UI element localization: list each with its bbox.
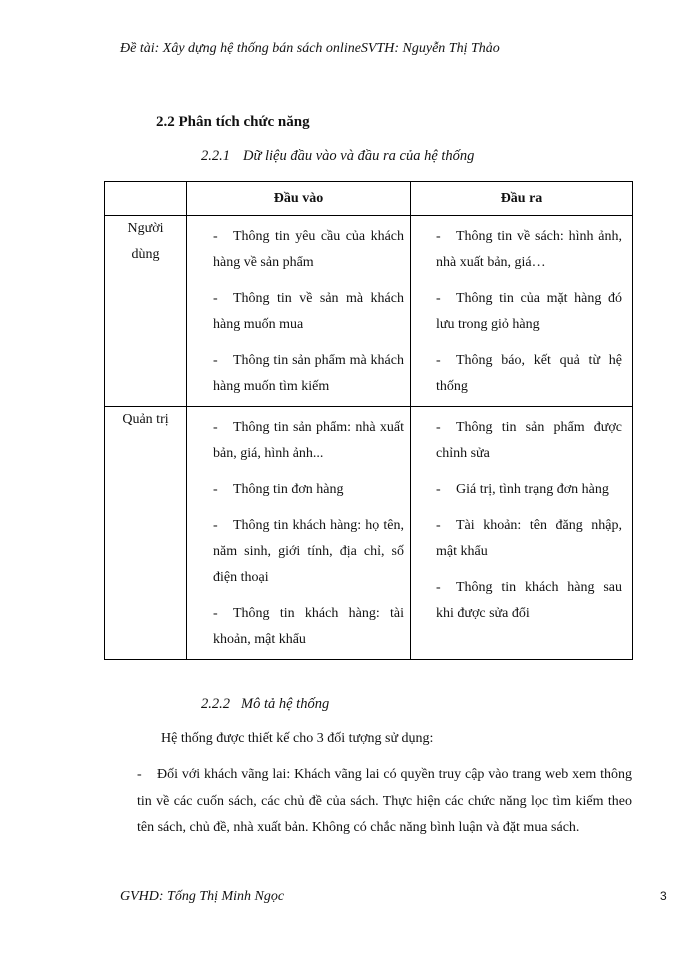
list-item: - Thông tin của mặt hàng đó lưu trong giỏ hàng [436, 291, 622, 332]
subsection-title-input-output [201, 148, 474, 165]
body-text: Đối với khách vãng lai: Khách vãng lai có quyền truy cập vào trang web xem thông tin về các cuốn sách, các chủ đề của sách. Thực hiện các chức năng lọc tìm kiếm theo tên sách, chủ đề, nhà xuất bản. Không có chắc năng bình luận và đặt mua sách. [137, 767, 632, 835]
list-item: - Thông tin về sản mà khách hàng muốn mua [213, 291, 404, 332]
list-item: - Thông tin khách hàng sau khi được sửa đổi [436, 580, 622, 621]
section-title: 2.2 Phân tích chức năng [156, 114, 310, 130]
actor-admin: Quản trị [105, 407, 187, 660]
subsection-heading: Dữ liệu đầu vào và đầu ra của hệ thống [243, 148, 475, 164]
subsection-heading: Mô tả hệ thống [241, 696, 330, 712]
admin-outputs-cell [411, 407, 633, 660]
table-row-admin [105, 407, 633, 660]
actor-label: Người dùng [127, 221, 164, 262]
subsection-title-system-description [201, 696, 329, 713]
table-header-row [105, 182, 633, 216]
list-item: - Thông tin khách hàng: họ tên, năm sinh, giới tính, địa chỉ, số điện thoại [213, 518, 404, 585]
list-item: - Thông tin sản phẩm mà khách hàng muốn tìm kiếm [213, 353, 404, 394]
table-header-output: Đầu ra [411, 182, 633, 216]
input-output-table [104, 181, 633, 660]
table-header-empty [105, 182, 187, 216]
table-header-input: Đầu vào [187, 182, 411, 216]
body-paragraph: - Đối với khách vãng lai: Khách vãng lai có quyền truy cập vào trang web xem thông tin về các cuốn sách, các chủ đề của sách. Thực hiện các chức năng lọc tìm kiếm theo tên sách, chủ đề, nhà xuất bản. Không có chắc năng bình luận và đặt mua sách. [137, 767, 632, 835]
subsection-number: 2.2.2 [201, 696, 230, 712]
list-item: - Tài khoản: tên đăng nhập, mật khẩu [436, 518, 622, 559]
table-row-user [105, 216, 633, 407]
list-item: - Thông tin sản phẩm được chỉnh sửa [436, 420, 622, 461]
page-number: 3 [660, 889, 667, 903]
list-item: - Thông tin yêu cầu của khách hàng về sản phẩm [213, 229, 404, 270]
list-item: - Thông tin khách hàng: tài khoản, mật khẩu [213, 606, 404, 647]
list-item: - Thông tin về sách: hình ảnh, nhà xuất bản, giá… [436, 229, 622, 270]
list-item: - Giá trị, tình trạng đơn hàng [436, 482, 609, 497]
user-outputs-cell [411, 216, 633, 407]
page-header: Đề tài: Xây dựng hệ thống bán sách onlineSVTH: Nguyễn Thị Thảo [120, 41, 500, 56]
list-item: - Thông báo, kết quả từ hệ thống [436, 353, 622, 394]
actor-user [105, 216, 187, 407]
list-item: - Thông tin đơn hàng [213, 482, 344, 497]
admin-inputs-cell [187, 407, 411, 660]
list-item: - Thông tin sản phẩm: nhà xuất bản, giá, hình ảnh... [213, 420, 404, 461]
user-inputs-cell [187, 216, 411, 407]
intro-paragraph: Hệ thống được thiết kế cho 3 đối tượng sử dụng: [161, 731, 434, 746]
footer-supervisor: GVHD: Tống Thị Minh Ngọc [120, 889, 285, 904]
subsection-number: 2.2.1 [201, 148, 230, 164]
